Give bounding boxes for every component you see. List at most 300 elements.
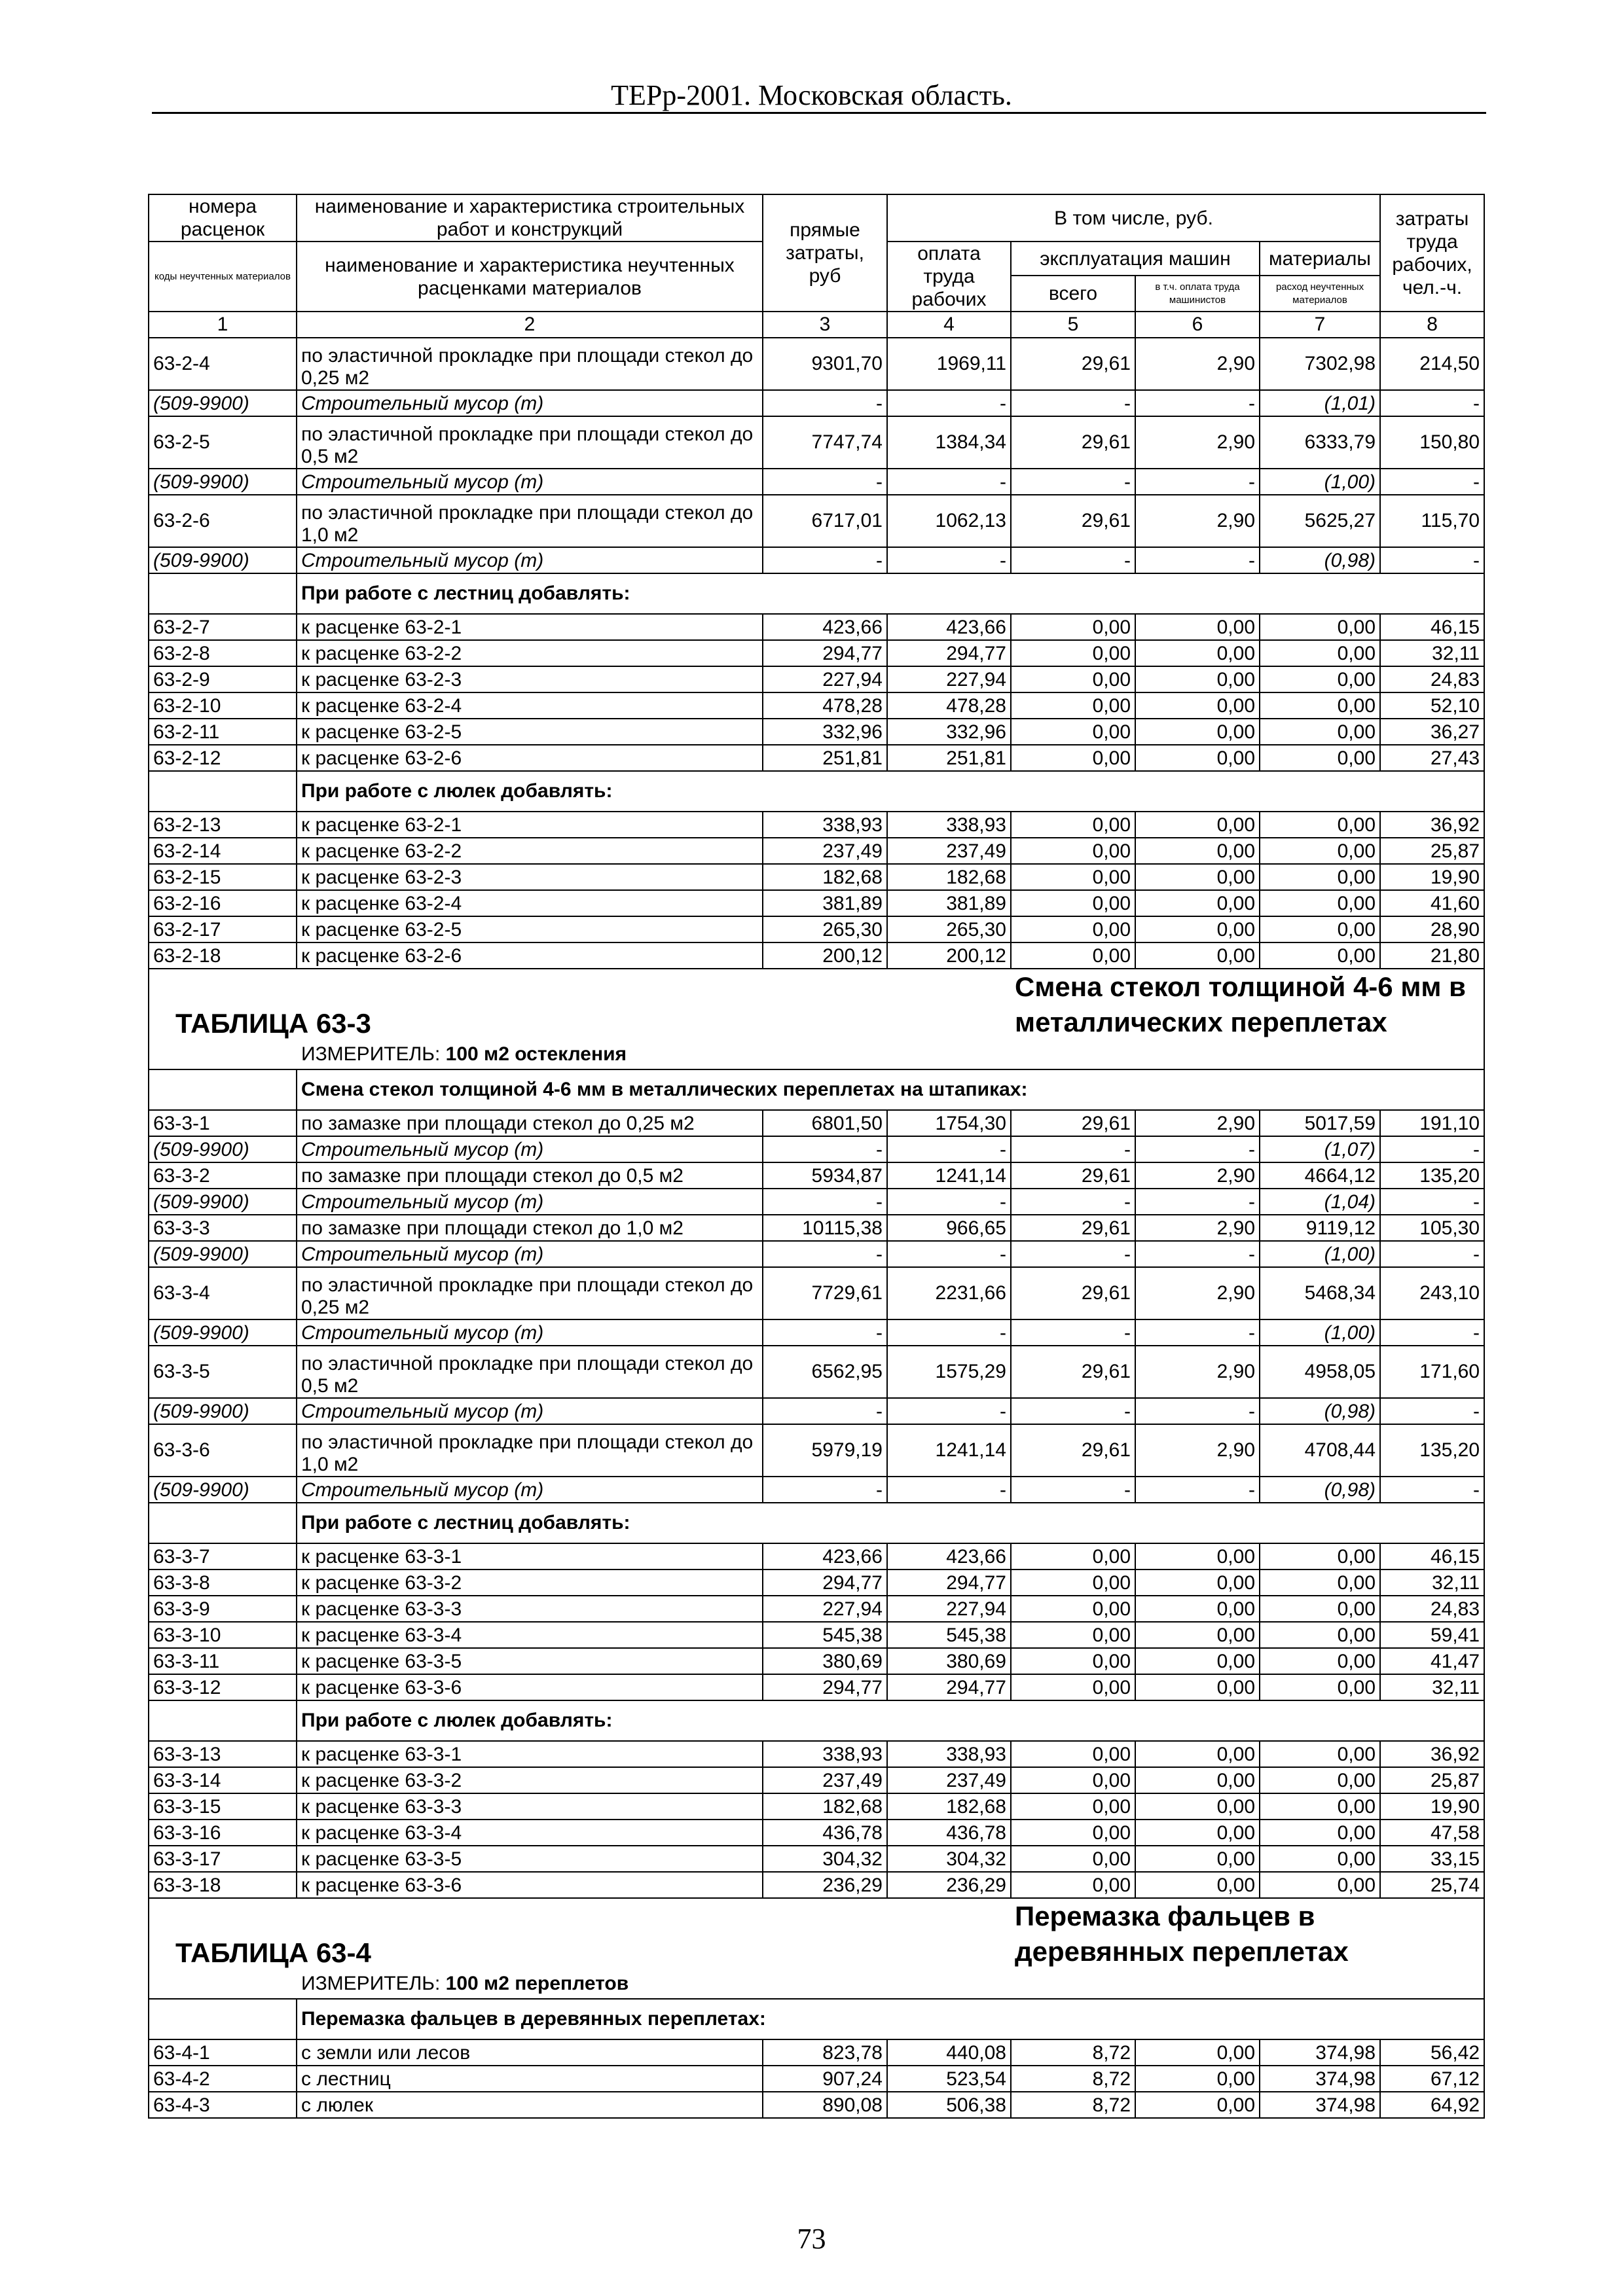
- dash: -: [887, 469, 1011, 495]
- material-quantity: (0,98): [1260, 1477, 1380, 1503]
- section-row: [149, 1999, 1484, 2039]
- rate-row: [149, 1162, 1484, 1189]
- rate-row: [149, 416, 1484, 469]
- rate-value: 25,74: [1380, 1872, 1484, 1898]
- rate-value: 374,98: [1260, 2092, 1380, 2118]
- material-code: (509-9900): [149, 390, 297, 416]
- rate-name: к расценке 63-2-1: [297, 812, 763, 838]
- rate-row: [149, 614, 1484, 640]
- rate-value: 237,49: [763, 1767, 887, 1793]
- dash: -: [1011, 1189, 1135, 1215]
- rate-value: 374,98: [1260, 2066, 1380, 2092]
- rate-value: 0,00: [1260, 614, 1380, 640]
- rate-code: 63-3-12: [149, 1674, 297, 1700]
- rate-value: 7302,98: [1260, 338, 1380, 390]
- rate-value: 0,00: [1260, 1872, 1380, 1898]
- rate-value: 0,00: [1260, 1674, 1380, 1700]
- header-name: наименование и характеристика строительных работ и конструкций: [297, 194, 763, 242]
- rate-value: 32,11: [1380, 640, 1484, 666]
- rate-value: 251,81: [763, 745, 887, 771]
- rate-row: [149, 1767, 1484, 1793]
- dash: -: [1011, 547, 1135, 573]
- rate-code: 63-3-6: [149, 1424, 297, 1477]
- rate-row: [149, 1543, 1484, 1570]
- dash: -: [1135, 547, 1260, 573]
- dash: -: [763, 469, 887, 495]
- material-code: (509-9900): [149, 1398, 297, 1424]
- table-label: ТАБЛИЦА 63-3: [149, 969, 1011, 1040]
- measure-row: [149, 1040, 1484, 1069]
- rate-code: 63-2-12: [149, 745, 297, 771]
- rate-value: 0,00: [1260, 916, 1380, 942]
- rate-value: 150,80: [1380, 416, 1484, 469]
- rate-value: 46,15: [1380, 614, 1484, 640]
- rate-name: по эластичной прокладке при площади стекол до 1,0 м2: [297, 495, 763, 547]
- section-row: [149, 1069, 1484, 1110]
- rate-value: 236,29: [763, 1872, 887, 1898]
- material-code: (509-9900): [149, 1241, 297, 1267]
- rate-value: 545,38: [763, 1622, 887, 1648]
- rate-value: 29,61: [1011, 1346, 1135, 1398]
- section-title: Перемазка фальцев в деревянных переплетах:: [297, 1999, 1484, 2039]
- rate-value: 0,00: [1011, 916, 1135, 942]
- rate-value: 5934,87: [763, 1162, 887, 1189]
- dash: -: [887, 547, 1011, 573]
- rate-value: 294,77: [887, 1570, 1011, 1596]
- rate-value: 265,30: [887, 916, 1011, 942]
- rate-value: 2,90: [1135, 1424, 1260, 1477]
- header-rule: [152, 112, 1486, 114]
- material-quantity: (0,98): [1260, 547, 1380, 573]
- dash: -: [887, 1241, 1011, 1267]
- dash: -: [1380, 1319, 1484, 1346]
- rate-value: 0,00: [1260, 890, 1380, 916]
- rate-code: 63-2-9: [149, 666, 297, 692]
- section-title: При работе с люлек добавлять:: [297, 771, 1484, 812]
- section-blank: [149, 771, 297, 812]
- rate-code: 63-3-15: [149, 1793, 297, 1820]
- dash: -: [1135, 1136, 1260, 1162]
- rate-code: 63-4-2: [149, 2066, 297, 2092]
- dash: -: [763, 1319, 887, 1346]
- rate-code: 63-3-18: [149, 1872, 297, 1898]
- rate-value: 29,61: [1011, 1110, 1135, 1136]
- rate-name: к расценке 63-3-1: [297, 1543, 763, 1570]
- dash: -: [1011, 469, 1135, 495]
- dash: -: [763, 1241, 887, 1267]
- rate-code: 63-3-5: [149, 1346, 297, 1398]
- rate-value: 0,00: [1011, 666, 1135, 692]
- rate-code: 63-3-14: [149, 1767, 297, 1793]
- rate-value: 0,00: [1260, 1741, 1380, 1767]
- rate-value: 6717,01: [763, 495, 887, 547]
- rate-row: [149, 1424, 1484, 1477]
- header-materials: материалы: [1260, 242, 1380, 276]
- section-row: [149, 573, 1484, 614]
- rate-value: 1575,29: [887, 1346, 1011, 1398]
- rate-value: 36,92: [1380, 1741, 1484, 1767]
- rate-code: 63-3-2: [149, 1162, 297, 1189]
- dash: -: [763, 390, 887, 416]
- rate-value: 1062,13: [887, 495, 1011, 547]
- rate-value: 0,00: [1011, 719, 1135, 745]
- section-blank: [149, 1069, 297, 1110]
- dash: -: [763, 1136, 887, 1162]
- rate-value: 41,60: [1380, 890, 1484, 916]
- rate-value: 1754,30: [887, 1110, 1011, 1136]
- rate-value: 0,00: [1260, 719, 1380, 745]
- material-name: Строительный мусор (т): [297, 1398, 763, 1424]
- rate-value: 0,00: [1135, 1674, 1260, 1700]
- section-blank: [149, 1999, 297, 2039]
- column-number: 5: [1011, 312, 1135, 338]
- rate-value: 19,90: [1380, 864, 1484, 890]
- rate-value: 19,90: [1380, 1793, 1484, 1820]
- rate-value: 440,08: [887, 2039, 1011, 2066]
- rate-name: к расценке 63-3-2: [297, 1570, 763, 1596]
- rate-row: [149, 890, 1484, 916]
- rate-value: 2231,66: [887, 1267, 1011, 1319]
- rate-value: 0,00: [1135, 1846, 1260, 1872]
- rate-value: 0,00: [1260, 1648, 1380, 1674]
- header-unaccounted-materials: наименование и характеристика неучтенных расценками материалов: [297, 242, 763, 312]
- rate-name: по эластичной прокладке при площади стекол до 0,25 м2: [297, 338, 763, 390]
- column-number: 3: [763, 312, 887, 338]
- rate-value: 182,68: [763, 864, 887, 890]
- rate-value: 24,83: [1380, 666, 1484, 692]
- material-quantity: (1,04): [1260, 1189, 1380, 1215]
- rate-name: с земли или лесов: [297, 2039, 763, 2066]
- rate-value: 0,00: [1135, 812, 1260, 838]
- rate-value: 182,68: [763, 1793, 887, 1820]
- rate-row: [149, 1596, 1484, 1622]
- rate-value: 0,00: [1260, 1767, 1380, 1793]
- rate-value: 227,94: [887, 666, 1011, 692]
- material-name: Строительный мусор (т): [297, 1241, 763, 1267]
- rate-value: 0,00: [1135, 890, 1260, 916]
- rate-code: 63-2-4: [149, 338, 297, 390]
- rate-value: 2,90: [1135, 1267, 1260, 1319]
- dash: -: [1011, 390, 1135, 416]
- dash: -: [1380, 1189, 1484, 1215]
- rate-code: 63-2-18: [149, 942, 297, 969]
- dash: -: [763, 547, 887, 573]
- header-material-codes-text: коды неучтенных материалов: [155, 270, 291, 282]
- material-code: (509-9900): [149, 1189, 297, 1215]
- rate-code: 63-2-6: [149, 495, 297, 547]
- rate-code: 63-3-13: [149, 1741, 297, 1767]
- rate-value: 2,90: [1135, 1346, 1260, 1398]
- rate-row: [149, 495, 1484, 547]
- rate-row: [149, 338, 1484, 390]
- material-quantity: (1,00): [1260, 1241, 1380, 1267]
- rate-name: с люлек: [297, 2092, 763, 2118]
- rate-value: 46,15: [1380, 1543, 1484, 1570]
- rate-value: 4664,12: [1260, 1162, 1380, 1189]
- rate-value: 182,68: [887, 1793, 1011, 1820]
- material-row: [149, 1398, 1484, 1424]
- rate-code: 63-3-4: [149, 1267, 297, 1319]
- rate-value: 227,94: [763, 1596, 887, 1622]
- rate-value: 64,92: [1380, 2092, 1484, 2118]
- table-title-row: [149, 969, 1484, 1040]
- material-code: (509-9900): [149, 1136, 297, 1162]
- material-row: [149, 547, 1484, 573]
- price-table: [148, 194, 1485, 2119]
- material-name: Строительный мусор (т): [297, 1477, 763, 1503]
- rate-value: 374,98: [1260, 2039, 1380, 2066]
- measure-prefix: ИЗМЕРИТЕЛЬ:: [301, 1043, 446, 1065]
- rate-value: 478,28: [763, 692, 887, 719]
- rate-value: 0,00: [1260, 692, 1380, 719]
- rate-value: 2,90: [1135, 1110, 1260, 1136]
- rate-row: [149, 1267, 1484, 1319]
- rate-value: 907,24: [763, 2066, 887, 2092]
- rate-value: 27,43: [1380, 745, 1484, 771]
- rate-value: 0,00: [1260, 745, 1380, 771]
- rate-value: 523,54: [887, 2066, 1011, 2092]
- column-numbers-row: [149, 312, 1484, 338]
- rate-value: 237,49: [887, 1767, 1011, 1793]
- rate-name: к расценке 63-3-4: [297, 1820, 763, 1846]
- dash: -: [887, 1319, 1011, 1346]
- material-name: Строительный мусор (т): [297, 390, 763, 416]
- rate-value: 338,93: [763, 1741, 887, 1767]
- rate-name: к расценке 63-2-2: [297, 838, 763, 864]
- rate-value: 29,61: [1011, 1267, 1135, 1319]
- dash: -: [1011, 1398, 1135, 1424]
- rate-value: 2,90: [1135, 1162, 1260, 1189]
- material-name: Строительный мусор (т): [297, 1189, 763, 1215]
- rate-row: [149, 1648, 1484, 1674]
- table-body: [149, 312, 1484, 2118]
- rate-value: 214,50: [1380, 338, 1484, 390]
- rate-value: 0,00: [1011, 1543, 1135, 1570]
- rate-value: 0,00: [1260, 666, 1380, 692]
- rate-row: [149, 812, 1484, 838]
- rate-row: [149, 692, 1484, 719]
- rate-name: к расценке 63-2-3: [297, 666, 763, 692]
- rate-value: 1241,14: [887, 1424, 1011, 1477]
- rate-name: с лестниц: [297, 2066, 763, 2092]
- header-machines: эксплуатация машин: [1011, 242, 1260, 276]
- rate-row: [149, 1741, 1484, 1767]
- rate-value: 8,72: [1011, 2039, 1135, 2066]
- rate-value: 0,00: [1011, 1767, 1135, 1793]
- rate-value: 0,00: [1011, 1793, 1135, 1820]
- rate-value: 237,49: [887, 838, 1011, 864]
- rate-code: 63-3-16: [149, 1820, 297, 1846]
- rate-value: 251,81: [887, 745, 1011, 771]
- rate-name: по замазке при площади стекол до 0,25 м2: [297, 1110, 763, 1136]
- rate-value: 0,00: [1011, 745, 1135, 771]
- rate-value: 21,80: [1380, 942, 1484, 969]
- rate-value: 59,41: [1380, 1622, 1484, 1648]
- header-including: В том числе, руб.: [887, 194, 1380, 242]
- rate-value: 5468,34: [1260, 1267, 1380, 1319]
- rate-row: [149, 942, 1484, 969]
- header-codes: номера расценок: [149, 194, 297, 242]
- rate-value: 0,00: [1135, 614, 1260, 640]
- material-quantity: (1,07): [1260, 1136, 1380, 1162]
- material-row: [149, 1189, 1484, 1215]
- rate-value: 5625,27: [1260, 495, 1380, 547]
- rate-value: 25,87: [1380, 1767, 1484, 1793]
- material-row: [149, 390, 1484, 416]
- rate-value: 332,96: [887, 719, 1011, 745]
- header-labor-hours: затраты труда рабочих, чел.-ч.: [1380, 194, 1484, 312]
- rate-name: к расценке 63-3-5: [297, 1648, 763, 1674]
- measure-value: 100 м2 переплетов: [445, 1973, 629, 1994]
- rate-value: 304,32: [763, 1846, 887, 1872]
- rate-name: к расценке 63-2-4: [297, 692, 763, 719]
- page-number: 73: [797, 2223, 826, 2255]
- rate-value: 47,58: [1380, 1820, 1484, 1846]
- dash: -: [1380, 1477, 1484, 1503]
- rate-value: 0,00: [1260, 1596, 1380, 1622]
- rate-name: к расценке 63-3-3: [297, 1793, 763, 1820]
- table-title: Смена стекол толщиной 4-6 мм в металлических переплетах: [1011, 969, 1484, 1040]
- rate-value: 0,00: [1135, 942, 1260, 969]
- rate-value: 0,00: [1260, 1543, 1380, 1570]
- rate-value: 33,15: [1380, 1846, 1484, 1872]
- rate-row: [149, 2066, 1484, 2092]
- material-row: [149, 469, 1484, 495]
- rate-code: 63-3-1: [149, 1110, 297, 1136]
- dash: -: [1135, 1241, 1260, 1267]
- material-quantity: (1,01): [1260, 390, 1380, 416]
- rate-row: [149, 1570, 1484, 1596]
- rate-value: 478,28: [887, 692, 1011, 719]
- rate-value: 0,00: [1011, 1846, 1135, 1872]
- rate-value: 381,89: [763, 890, 887, 916]
- column-number: 6: [1135, 312, 1260, 338]
- rate-value: 0,00: [1011, 1596, 1135, 1622]
- column-number: 4: [887, 312, 1011, 338]
- rate-name: к расценке 63-2-3: [297, 864, 763, 890]
- rate-name: к расценке 63-2-5: [297, 719, 763, 745]
- rate-value: 227,94: [887, 1596, 1011, 1622]
- rate-value: 0,00: [1135, 1543, 1260, 1570]
- rate-value: 890,08: [763, 2092, 887, 2118]
- dash: -: [763, 1398, 887, 1424]
- rate-code: 63-2-10: [149, 692, 297, 719]
- rate-value: 243,10: [1380, 1267, 1484, 1319]
- rate-value: 200,12: [887, 942, 1011, 969]
- rate-code: 63-3-7: [149, 1543, 297, 1570]
- rate-row: [149, 1346, 1484, 1398]
- dash: -: [1135, 1189, 1260, 1215]
- rate-value: 29,61: [1011, 1424, 1135, 1477]
- section-title: Смена стекол толщиной 4-6 мм в металлических переплетах на штапиках:: [297, 1069, 1484, 1110]
- section-blank: [149, 1503, 297, 1543]
- dash: -: [1380, 390, 1484, 416]
- dash: -: [1135, 1477, 1260, 1503]
- rate-row: [149, 838, 1484, 864]
- rate-value: 8,72: [1011, 2066, 1135, 2092]
- rate-value: 6801,50: [763, 1110, 887, 1136]
- page-header: ТЕРр-2001. Московская область.: [611, 79, 1012, 111]
- section-row: [149, 1503, 1484, 1543]
- rate-value: 294,77: [763, 1570, 887, 1596]
- dash: -: [887, 1189, 1011, 1215]
- rate-code: 63-3-11: [149, 1648, 297, 1674]
- rate-row: [149, 1110, 1484, 1136]
- rate-value: 10115,38: [763, 1215, 887, 1241]
- rate-name: по эластичной прокладке при площади стекол до 0,5 м2: [297, 1346, 763, 1398]
- rate-name: по замазке при площади стекол до 0,5 м2: [297, 1162, 763, 1189]
- rate-code: 63-3-9: [149, 1596, 297, 1622]
- dash: -: [1011, 1477, 1135, 1503]
- rate-value: 9119,12: [1260, 1215, 1380, 1241]
- rate-name: к расценке 63-3-3: [297, 1596, 763, 1622]
- rate-code: 63-2-15: [149, 864, 297, 890]
- rate-value: 7729,61: [763, 1267, 887, 1319]
- rate-value: 0,00: [1011, 1648, 1135, 1674]
- section-title: При работе с лестниц добавлять:: [297, 1503, 1484, 1543]
- rate-value: 0,00: [1135, 719, 1260, 745]
- material-name: Строительный мусор (т): [297, 1319, 763, 1346]
- column-number: 7: [1260, 312, 1380, 338]
- material-code: (509-9900): [149, 547, 297, 573]
- rate-value: 380,69: [887, 1648, 1011, 1674]
- rate-value: 0,00: [1011, 1674, 1135, 1700]
- rate-value: 423,66: [763, 1543, 887, 1570]
- rate-value: 380,69: [763, 1648, 887, 1674]
- rate-value: 0,00: [1135, 1767, 1260, 1793]
- rate-value: 2,90: [1135, 1215, 1260, 1241]
- header-machines-total: всего: [1011, 276, 1135, 312]
- rate-row: [149, 1622, 1484, 1648]
- rate-value: 0,00: [1260, 1793, 1380, 1820]
- rate-row: [149, 1215, 1484, 1241]
- rate-value: 0,00: [1011, 812, 1135, 838]
- rate-value: 294,77: [887, 640, 1011, 666]
- rate-value: 294,77: [887, 1674, 1011, 1700]
- rate-value: 0,00: [1260, 942, 1380, 969]
- rate-value: 24,83: [1380, 1596, 1484, 1622]
- rate-value: 227,94: [763, 666, 887, 692]
- rate-value: 0,00: [1011, 838, 1135, 864]
- rate-value: 29,61: [1011, 1215, 1135, 1241]
- rate-name: к расценке 63-3-4: [297, 1622, 763, 1648]
- rate-name: к расценке 63-3-6: [297, 1674, 763, 1700]
- table-header: [149, 194, 1484, 312]
- measure-prefix: ИЗМЕРИТЕЛЬ:: [301, 1973, 446, 1994]
- table-title: Перемазка фальцев в деревянных переплетах: [1011, 1898, 1484, 1969]
- material-code: (509-9900): [149, 469, 297, 495]
- measure-row: [149, 1969, 1484, 1999]
- rate-value: 237,49: [763, 838, 887, 864]
- rate-value: 4958,05: [1260, 1346, 1380, 1398]
- rate-value: 338,93: [887, 812, 1011, 838]
- rate-value: 0,00: [1135, 1872, 1260, 1898]
- rate-name: по эластичной прокладке при площади стекол до 1,0 м2: [297, 1424, 763, 1477]
- rate-name: по эластичной прокладке при площади стекол до 0,25 м2: [297, 1267, 763, 1319]
- dash: -: [1380, 1241, 1484, 1267]
- rate-value: 28,90: [1380, 916, 1484, 942]
- rate-value: 0,00: [1135, 838, 1260, 864]
- rate-value: 0,00: [1011, 942, 1135, 969]
- header-material-usage: расход неучтенных материалов: [1260, 276, 1380, 312]
- material-name: Строительный мусор (т): [297, 1136, 763, 1162]
- rate-row: [149, 864, 1484, 890]
- rate-value: 423,66: [887, 614, 1011, 640]
- dash: -: [1011, 1319, 1135, 1346]
- rate-code: 63-2-7: [149, 614, 297, 640]
- rate-name: к расценке 63-3-5: [297, 1846, 763, 1872]
- rate-row: [149, 2092, 1484, 2118]
